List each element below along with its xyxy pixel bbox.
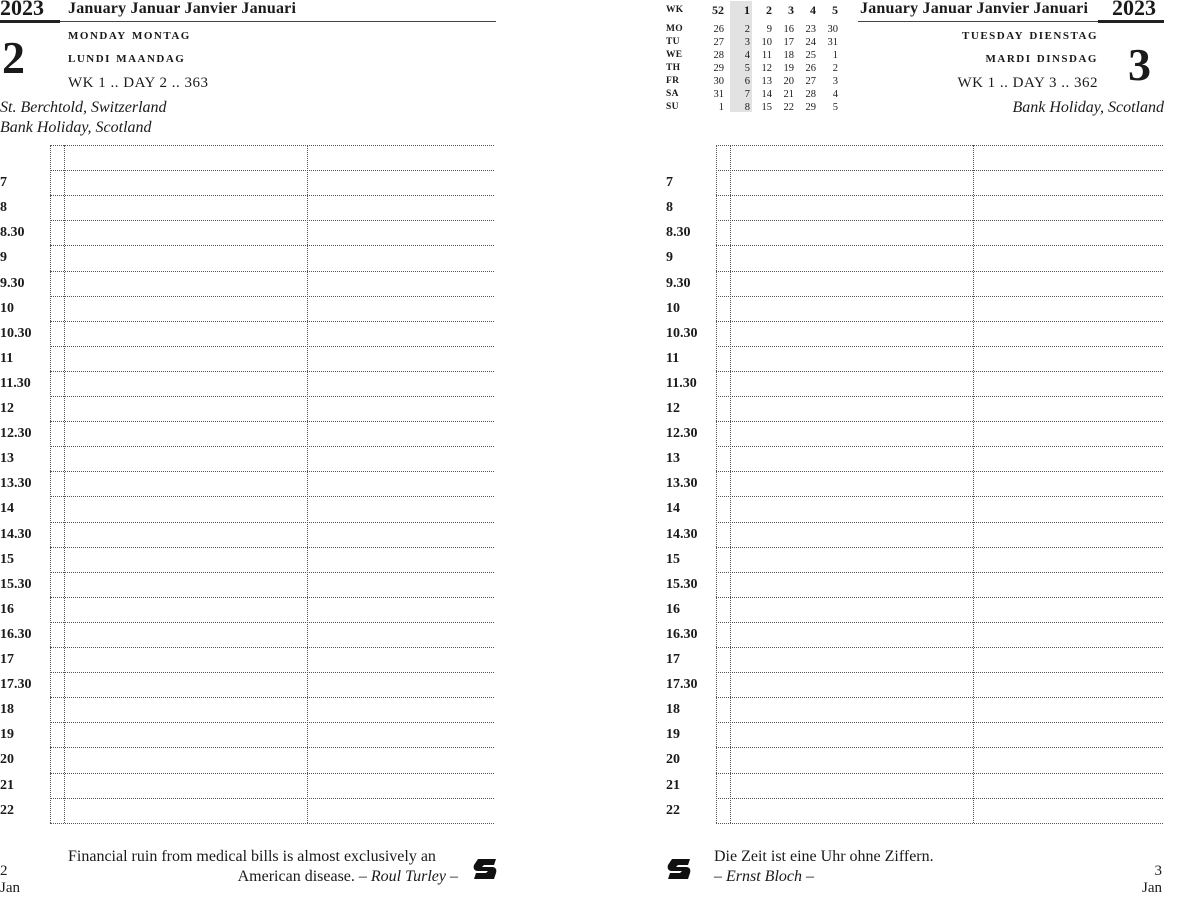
time-label: 16	[666, 601, 680, 617]
quote-dash: –	[450, 868, 458, 885]
schedule-slot[interactable]	[730, 220, 1163, 245]
time-label: 10	[0, 300, 14, 316]
schedule-slot[interactable]	[730, 421, 1163, 446]
calendar-date[interactable]: 30	[713, 76, 724, 87]
schedule-slot[interactable]	[730, 245, 1163, 270]
schedule-slot[interactable]	[64, 271, 494, 296]
calendar-date[interactable]: 7	[744, 89, 750, 100]
time-label: 9	[0, 250, 7, 266]
time-label: 11.30	[666, 375, 697, 391]
time-label: 13.30	[0, 476, 32, 492]
time-label: 21	[666, 777, 680, 793]
calendar-date[interactable]: 26	[713, 24, 724, 35]
time-label: 15	[0, 551, 14, 567]
schedule-slot[interactable]	[730, 622, 1163, 647]
time-label: 17	[0, 652, 14, 667]
calendar-date[interactable]: 21	[783, 89, 794, 100]
calendar-date[interactable]: 24	[805, 37, 816, 48]
schedule-slot[interactable]	[64, 145, 494, 170]
calendar-date[interactable]: 20	[783, 76, 794, 87]
calendar-date[interactable]: 1	[718, 102, 724, 113]
calendar-date[interactable]: 27	[713, 37, 724, 48]
quote-line1: Die Zeit ist eine Uhr ohne Ziffern.	[714, 848, 934, 865]
left-page	[0, 0, 500, 897]
time-label: 14.30	[666, 526, 698, 542]
time-label: 12.30	[0, 426, 32, 442]
schedule-slot[interactable]	[64, 346, 494, 371]
time-label: 22	[666, 802, 680, 818]
schedule-slot[interactable]	[64, 647, 494, 672]
time-label: 20	[0, 752, 14, 768]
day-name-line2: lundi maandag	[68, 50, 186, 66]
schedule-slot[interactable]	[730, 572, 1163, 597]
calendar-date[interactable]: 2	[832, 63, 838, 74]
schedule-slot[interactable]	[730, 496, 1163, 521]
calendar-date[interactable]: 3	[744, 37, 750, 48]
schedule-slot[interactable]	[64, 672, 494, 697]
time-label: 10.30	[0, 325, 32, 341]
calendar-date[interactable]: 5	[744, 63, 750, 74]
month-label: January Januar Janvier Januari	[860, 0, 1089, 17]
calendar-date[interactable]: 15	[761, 102, 772, 113]
year-label: 2023	[1112, 0, 1156, 20]
time-label: 7	[666, 175, 673, 191]
time-label: 7	[0, 175, 7, 191]
schedule-slot[interactable]	[730, 170, 1163, 195]
year-underline	[0, 20, 60, 23]
schedule-slot[interactable]	[730, 647, 1163, 672]
time-label: 22	[0, 802, 14, 818]
calendar-date[interactable]: 28	[713, 50, 724, 61]
calendar-date[interactable]: 4	[744, 50, 750, 61]
schedule-slot[interactable]	[730, 371, 1163, 396]
week-day-counter: WK 1 .. DAY 3 .. 362	[957, 75, 1098, 91]
calendar-date[interactable]: 11	[761, 50, 772, 61]
time-label: 11.30	[0, 375, 31, 391]
time-label: 20	[666, 752, 680, 768]
calendar-date[interactable]: 31	[827, 37, 838, 48]
time-label: 19	[0, 727, 14, 743]
schedule-slot[interactable]	[64, 597, 494, 622]
quote-text: American disease. –	[237, 868, 367, 885]
time-label: 12	[0, 401, 14, 416]
calendar-date[interactable]: 14	[761, 89, 772, 100]
schedule-slot[interactable]	[64, 622, 494, 647]
calendar-date[interactable]: 2	[744, 24, 750, 35]
calendar-date[interactable]: 8	[744, 102, 750, 113]
schedule-slot[interactable]	[730, 722, 1163, 747]
schedule-slot[interactable]	[730, 798, 1163, 823]
schedule-slot[interactable]	[64, 421, 494, 446]
schedule-slot[interactable]	[64, 321, 494, 346]
day-name-line1: tuesday dienstag	[962, 27, 1098, 43]
page-month: Jan	[1142, 880, 1162, 896]
time-label: 8.30	[666, 225, 691, 241]
time-label: 17	[666, 652, 680, 667]
schedule-grid	[0, 145, 494, 825]
calendar-date[interactable]: 6	[744, 76, 750, 87]
calendar-date[interactable]: 22	[783, 102, 794, 113]
calendar-date[interactable]: 3	[832, 76, 838, 87]
schedule-slot[interactable]	[64, 547, 494, 572]
schedule-slot[interactable]	[64, 471, 494, 496]
calendar-date[interactable]: 28	[805, 89, 816, 100]
schedule-slot[interactable]	[730, 396, 1163, 421]
quote-line2	[68, 867, 458, 887]
calendar-date[interactable]: 10	[761, 37, 772, 48]
calendar-date[interactable]: 13	[761, 76, 772, 87]
schedule-slot[interactable]	[730, 296, 1163, 321]
calendar-date[interactable]: 23	[805, 24, 816, 35]
schedule-slot[interactable]	[64, 773, 494, 798]
schedule-slot[interactable]	[64, 522, 494, 547]
grid-column-line	[50, 145, 51, 823]
time-label: 18	[666, 702, 680, 718]
right-page	[662, 0, 1166, 897]
schedule-slot[interactable]	[730, 271, 1163, 296]
time-label: 9.30	[666, 275, 691, 291]
time-label: 17.30	[0, 677, 32, 693]
mini-calendar	[662, 0, 862, 120]
schedule-slot[interactable]	[64, 220, 494, 245]
week-number: 52	[712, 3, 724, 17]
time-label: 13.30	[666, 476, 698, 492]
holiday-1: St. Berchtold, Switzerland	[0, 99, 167, 116]
day-number: 3	[1128, 39, 1151, 90]
schedule-slot[interactable]	[64, 798, 494, 823]
week-number: 3	[788, 3, 794, 17]
schedule-slot[interactable]	[730, 697, 1163, 722]
calendar-date[interactable]: 27	[805, 76, 816, 87]
time-label: 15.30	[666, 576, 698, 592]
schedule-slot[interactable]	[64, 170, 494, 195]
weekday-label: MO	[666, 24, 683, 34]
schedule-slot[interactable]	[730, 547, 1163, 572]
calendar-date[interactable]: 26	[805, 63, 816, 74]
time-label: 11	[666, 350, 680, 366]
weekday-label: FR	[666, 76, 680, 86]
week-number: 1	[744, 3, 750, 17]
quote-author	[714, 867, 1094, 887]
schedule-slot[interactable]	[730, 747, 1163, 772]
time-label: 16.30	[0, 626, 32, 642]
schedule-slot[interactable]	[64, 396, 494, 421]
quote-author: Roul Turley	[370, 868, 446, 885]
calendar-date[interactable]: 30	[827, 24, 838, 35]
schedule-slot[interactable]	[730, 597, 1163, 622]
week-number: 2	[766, 3, 772, 17]
schedule-slot[interactable]	[64, 722, 494, 747]
time-label: 13	[666, 451, 680, 467]
time-label: 8	[0, 200, 7, 216]
time-label: 11	[0, 350, 14, 366]
time-label: 16.30	[666, 626, 698, 642]
week-number: 4	[810, 3, 816, 17]
calendar-date[interactable]: 29	[805, 102, 816, 113]
schedule-slot[interactable]	[730, 672, 1163, 697]
page-number: 3	[1154, 863, 1162, 879]
time-label: 18	[0, 702, 14, 718]
time-label: 17.30	[666, 677, 698, 693]
schedule-slot[interactable]	[730, 522, 1163, 547]
schedule-slot[interactable]	[730, 346, 1163, 371]
calendar-date[interactable]: 4	[832, 89, 838, 100]
page-month: Jan	[0, 880, 20, 896]
calendar-date[interactable]: 18	[783, 50, 794, 61]
time-label: 14	[0, 501, 14, 517]
holiday-2: Bank Holiday, Scotland	[0, 119, 152, 136]
time-label: 16	[0, 601, 14, 617]
schedule-slot[interactable]	[64, 496, 494, 521]
schedule-slot[interactable]	[730, 773, 1163, 798]
time-label: 9.30	[0, 275, 25, 291]
schedule-slot[interactable]	[64, 747, 494, 772]
grid-line	[50, 823, 494, 824]
calendar-date[interactable]: 19	[783, 63, 794, 74]
holiday-1: Bank Holiday, Scotland	[1012, 99, 1164, 116]
calendar-date[interactable]: 16	[783, 24, 794, 35]
schedule-slot[interactable]	[730, 321, 1163, 346]
schedule-slot[interactable]	[64, 296, 494, 321]
weekday-label: SU	[666, 102, 679, 112]
schedule-slot[interactable]	[64, 195, 494, 220]
time-label: 8	[666, 200, 673, 216]
time-label: 12.30	[666, 426, 698, 442]
time-label: 21	[0, 777, 14, 793]
calendar-date[interactable]: 1	[832, 50, 838, 61]
schedule-slot[interactable]	[730, 145, 1163, 170]
weekday-label: WE	[666, 50, 683, 60]
day-number: 2	[2, 32, 25, 83]
week-header-label: WK	[666, 5, 684, 15]
schedule-slot[interactable]	[64, 697, 494, 722]
grid-column-line	[716, 145, 717, 823]
time-label: 8.30	[0, 225, 25, 241]
schedule-slot[interactable]	[730, 471, 1163, 496]
time-label: 19	[666, 727, 680, 743]
calendar-date[interactable]: 17	[783, 37, 794, 48]
schedule-slot[interactable]	[64, 572, 494, 597]
s-swoosh-logo-icon	[472, 857, 498, 886]
week-number: 5	[832, 3, 838, 17]
time-label: 13	[0, 451, 14, 467]
quote-line1: Financial ruin from medical bills is almost exclusively an	[68, 848, 436, 865]
time-label: 12	[666, 401, 680, 416]
grid-line	[716, 823, 1163, 824]
time-label: 9	[666, 250, 673, 266]
schedule-slot[interactable]	[64, 245, 494, 270]
calendar-date[interactable]: 29	[713, 63, 724, 74]
page-number: 2	[0, 863, 8, 879]
schedule-slot[interactable]	[64, 371, 494, 396]
header-rule	[0, 21, 496, 22]
quote-author-name: – Ernst Bloch –	[714, 868, 814, 885]
schedule-slot[interactable]	[730, 195, 1163, 220]
calendar-date[interactable]: 31	[713, 89, 724, 100]
schedule-slot[interactable]	[64, 446, 494, 471]
calendar-date[interactable]: 9	[766, 24, 772, 35]
time-label: 14.30	[0, 526, 32, 542]
schedule-grid	[662, 145, 1163, 825]
day-name-line2: mardi dinsdag	[985, 50, 1098, 66]
weekday-label: TU	[666, 37, 680, 47]
year-underline	[1098, 20, 1164, 23]
time-label: 14	[666, 501, 680, 517]
time-label: 10	[666, 300, 680, 316]
time-label: 15	[666, 551, 680, 567]
week-day-counter: WK 1 .. DAY 2 .. 363	[68, 75, 209, 91]
weekday-label: TH	[666, 63, 681, 73]
time-label: 10.30	[666, 325, 698, 341]
s-swoosh-logo-icon	[666, 857, 692, 886]
schedule-slot[interactable]	[730, 446, 1163, 471]
calendar-date[interactable]: 12	[761, 63, 772, 74]
month-label: January Januar Janvier Januari	[68, 0, 297, 17]
day-name-line1: monday montag	[68, 27, 191, 43]
weekday-label: SA	[666, 89, 679, 99]
year-label: 2023	[0, 0, 44, 20]
calendar-date[interactable]: 25	[805, 50, 816, 61]
time-label: 15.30	[0, 576, 32, 592]
calendar-date[interactable]: 5	[832, 102, 838, 113]
